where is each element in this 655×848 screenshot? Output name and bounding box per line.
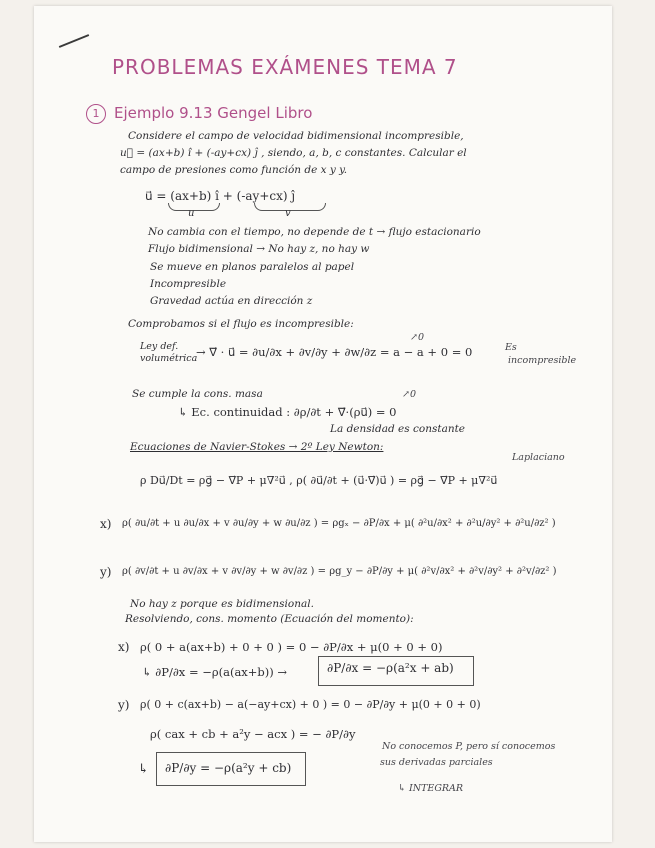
- page-title: PROBLEMAS EXÁMENES TEMA 7: [112, 55, 458, 79]
- continuity-zero-mark: ↗0: [402, 389, 417, 400]
- final-note-3: ↳ INTEGRAR: [398, 783, 464, 794]
- intro-line-3: campo de presiones como función de x y y.: [120, 164, 348, 176]
- check-label-2: volumétrica: [140, 353, 198, 364]
- laplacian-label: Laplaciano: [512, 452, 565, 463]
- final-note-2: sus derivadas parciales: [380, 757, 493, 768]
- continuity-equation: ↳ Ec. continuidad : ∂ρ/∂t + ∇⃗·(ρu⃗) = 0: [178, 405, 397, 419]
- velocity-equation: u⃗ = (ax+b) î + (-ay+cx) ĵ: [145, 189, 296, 203]
- x-momentum-label: x): [100, 517, 112, 531]
- y-solve-equation: ρ( 0 + c(ax+b) − a(−ay+cx) + 0 ) = 0 − ∂P/∂y + μ(0 + 0 + 0): [140, 698, 481, 711]
- y-solve-label: y): [118, 698, 130, 712]
- divergence-equation: → ∇⃗ · u⃗ = ∂u/∂x + ∂v/∂y + ∂w/∂z = a − a + 0 = 0: [196, 345, 473, 359]
- final-note-1: No conocemos P, pero sí conocemos: [382, 741, 556, 752]
- y-pressure-result-box: ∂P/∂y = −ρ(a²y + cb): [156, 752, 306, 786]
- density-note: La densidad es constante: [330, 423, 466, 435]
- assumption-1: No cambia con el tiempo, no depende de t → flujo estacionario: [148, 226, 481, 238]
- x-solve-label: x): [118, 640, 130, 654]
- section-number-badge: 1: [86, 104, 106, 124]
- intro-line-2: u⃗ = (ax+b) î + (-ay+cx) ĵ , siendo, a, b, c constantes. Calcular el: [120, 147, 467, 159]
- u-label: u: [188, 208, 195, 219]
- y-momentum-label: y): [100, 565, 112, 579]
- assumption-4: Incompresible: [150, 278, 227, 290]
- assumption-5: Gravedad actúa en dirección z: [150, 295, 313, 307]
- x-pressure-result-box: ∂P/∂x = −ρ(a²x + ab): [318, 656, 474, 686]
- mass-intro: Se cumple la cons. masa: [132, 388, 263, 400]
- assumption-2: Flujo bidimensional → No hay z, no hay w: [148, 243, 370, 255]
- assumption-3: Se mueve en planos paralelos al papel: [150, 261, 355, 273]
- navier-stokes-general: ρ Du⃗/Dt = ρg⃗ − ∇⃗P + μ∇²u⃗ , ρ( ∂u⃗/∂t + (u⃗·∇⃗)u⃗ ) = ρg⃗ − ∇⃗P + μ∇²u⃗: [140, 474, 498, 487]
- incompressible-result-1: Es: [505, 342, 517, 353]
- bidimensional-note: No hay z porque es bidimensional.: [130, 598, 314, 610]
- y-solve-step: ρ( cax + cb + a²y − acx ) = − ∂P/∂y: [150, 727, 356, 741]
- navier-stokes-heading: Ecuaciones de Navier-Stokes → 2º Ley Newton:: [130, 441, 384, 453]
- x-solve-equation: ρ( 0 + a(ax+b) + 0 + 0 ) = 0 − ∂P/∂x + μ(0 + 0 + 0): [140, 640, 443, 654]
- y-box-arrow: ↳: [138, 762, 149, 777]
- solving-heading: Resolviendo, cons. momento (Ecuación del momento):: [125, 613, 414, 625]
- check-label-1: Ley def.: [140, 341, 179, 352]
- incompressible-result-2: incompresible: [508, 355, 577, 366]
- section-heading: Ejemplo 9.13 Gengel Libro: [114, 104, 313, 122]
- v-label: v: [285, 208, 291, 219]
- x-momentum-equation: ρ( ∂u/∂t + u ∂u/∂x + v ∂u/∂y + w ∂u/∂z ) = ρgₓ − ∂P/∂x + μ( ∂²u/∂x² + ∂²u/∂y² + ∂²u/∂z² ): [122, 518, 556, 529]
- divergence-zero-mark: ↗0: [410, 332, 425, 343]
- x-solve-step: ↳ ∂P/∂x = −ρ(a(ax+b)) →: [142, 665, 288, 679]
- check-intro: Comprobamos si el flujo es incompresible:: [128, 318, 354, 330]
- intro-line-1: Considere el campo de velocidad bidimensional incompresible,: [128, 130, 464, 142]
- y-momentum-equation: ρ( ∂v/∂t + u ∂v/∂x + v ∂v/∂y + w ∂v/∂z ) = ρg_y − ∂P/∂y + μ( ∂²v/∂x² + ∂²v/∂y² + ∂²v/∂z² ): [122, 566, 557, 577]
